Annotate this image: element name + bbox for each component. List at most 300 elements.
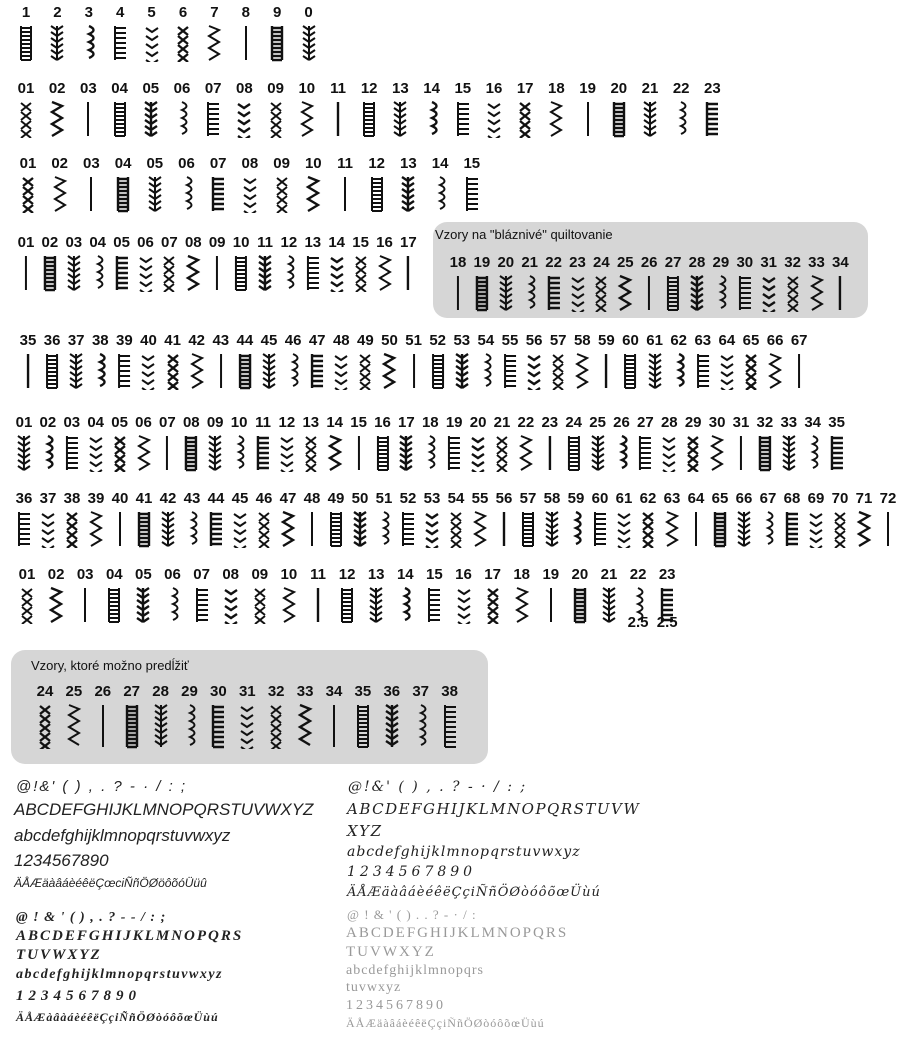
row-r6-stitch-icon	[540, 434, 560, 477]
extendable-stitch-icon	[235, 703, 259, 754]
row-r5-number: 66	[766, 332, 784, 349]
crazy-quilt-number: 20	[497, 254, 515, 271]
row-r8-number: 10	[280, 566, 298, 583]
row-r5-stitch-icon	[789, 352, 809, 395]
row-r7-number: 61	[615, 490, 633, 507]
row-r5-number: 40	[140, 332, 157, 349]
row-r6-stitch-icon	[707, 434, 727, 477]
row-r6-stitch-icon	[38, 434, 58, 477]
row-r2-number: 05	[142, 80, 160, 97]
row-r6-number: 25	[589, 414, 606, 431]
row-r3-stitch-icon	[396, 175, 420, 218]
row-r6-number: 18	[421, 414, 439, 431]
crazy-quilt-stitch-icon	[663, 274, 683, 317]
row-r5-stitch-icon	[572, 352, 592, 395]
row-r6-stitch-icon	[396, 434, 416, 477]
row-r3-number: 02	[51, 155, 69, 172]
row-r8-stitch-icon	[481, 586, 505, 629]
row-r6-stitch-icon	[564, 434, 584, 477]
row-r1-number: 1	[21, 4, 31, 21]
crazy-quilt-stitch-icon	[496, 274, 516, 317]
row-r8-number: 15	[426, 566, 443, 583]
crazy-quilt-stitch-icon	[759, 274, 779, 317]
extendable-stitch-icon	[120, 703, 144, 754]
extendable-stitch-icon	[409, 703, 433, 754]
row-r6-number: 16	[374, 414, 391, 431]
script1-upper2: XYZ	[347, 822, 383, 840]
row-r2-stitch-icon	[669, 100, 693, 143]
crazy-quilt-number: 22	[545, 254, 562, 271]
row-r6-stitch-icon	[229, 434, 249, 477]
script2-upper2: TUVWXYZ	[16, 947, 102, 963]
row-r7-number: 43	[183, 490, 201, 507]
row-r7-stitch-icon	[110, 510, 130, 553]
row-r5-stitch-icon	[500, 352, 520, 395]
row-r7-number: 49	[327, 490, 345, 507]
row-r7-number: 40	[111, 490, 129, 507]
outline-digits: 1234567890	[346, 998, 446, 1013]
row-r7-number: 39	[87, 490, 105, 507]
row-r5-stitch-icon	[548, 352, 568, 395]
row-r6-number: 32	[756, 414, 774, 431]
crazy-quilt-number: 33	[808, 254, 825, 271]
row-r1-number: 5	[147, 4, 156, 21]
crazy-quilt-stitch-icon	[568, 274, 588, 317]
row-r7-stitch-icon	[854, 510, 874, 553]
row-r2-stitch-icon	[295, 100, 319, 143]
row-r7-stitch-icon	[350, 510, 370, 553]
row-r8-stitch-icon	[452, 586, 476, 629]
row-r1-number: 7	[210, 4, 219, 21]
row-r2-stitch-icon	[232, 100, 256, 143]
row-r5-number: 42	[188, 332, 206, 349]
row-r8-number: 08	[222, 566, 240, 583]
crazy-quilt-number: 32	[784, 254, 801, 271]
row-r8-stitch-icon	[277, 586, 301, 629]
row-r3-number: 10	[304, 155, 322, 172]
row-r6-stitch-icon	[301, 434, 321, 477]
row-r8-number: 02	[47, 566, 65, 583]
row-r8-number: 11	[310, 566, 326, 583]
script1-accents: ÄÅÆäàâáèéêëÇçiÑñÖØòóôõœÜùú	[347, 885, 601, 900]
row-r7-stitch-icon	[38, 510, 58, 553]
row-r2-stitch-icon	[170, 100, 194, 143]
row-r6-number: 31	[732, 414, 750, 431]
row-r6-stitch-icon	[110, 434, 130, 477]
block-upper: ABCDEFGHIJKLMNOPQRSTUVWXYZ	[14, 800, 314, 819]
row-r6-number: 30	[708, 414, 726, 431]
row-r7-number: 54	[447, 490, 465, 507]
row-r6-number: 08	[182, 414, 200, 431]
row-r8-number: 13	[367, 566, 385, 583]
row-r7-number: 70	[831, 490, 849, 507]
row-r3-number: 13	[400, 155, 417, 172]
crazy-quilt-stitch-icon	[711, 274, 731, 317]
row-r1-stitch-icon	[140, 24, 164, 67]
crazy-quilt-number: 27	[664, 254, 682, 271]
row-r6-stitch-icon	[14, 434, 34, 477]
row-r6-stitch-icon	[62, 434, 82, 477]
row-r6-number: 12	[278, 414, 296, 431]
row-r7-stitch-icon	[206, 510, 226, 553]
row-r4-stitch-icon	[159, 254, 179, 297]
row-r5-stitch-icon	[66, 352, 86, 395]
row-r7-number: 64	[687, 490, 705, 507]
row-r3-stitch-icon	[79, 175, 103, 218]
row-r2-stitch-icon	[700, 100, 724, 143]
crazy-quilt-stitch-icon	[830, 274, 850, 317]
row-r8-stitch-icon	[44, 586, 68, 629]
row-r6-number: 19	[445, 414, 463, 431]
row-r2-number: 18	[548, 80, 565, 97]
row-r6-stitch-icon	[492, 434, 512, 477]
row-r2-stitch-icon	[357, 100, 381, 143]
row-r6-number: 14	[326, 414, 344, 431]
row-r5-stitch-icon	[187, 352, 207, 395]
row-r6-stitch-icon	[373, 434, 393, 477]
row-r8-number: 01	[18, 566, 36, 583]
crazy-quilt-number: 29	[712, 254, 730, 271]
row-r5-number: 56	[525, 332, 543, 349]
row-r7-stitch-icon	[542, 510, 562, 553]
row-r6-number: 17	[398, 414, 415, 431]
crazy-quilt-number: 28	[688, 254, 706, 271]
row-r4-number: 08	[184, 234, 202, 251]
crazy-quilt-stitch-icon	[639, 274, 659, 317]
row-r6-number: 06	[135, 414, 152, 431]
row-r7-stitch-icon	[134, 510, 154, 553]
row-r4-number: 07	[161, 234, 178, 251]
row-r4-stitch-icon	[207, 254, 227, 297]
row-r5-stitch-icon	[163, 352, 183, 395]
row-r5-number: 48	[332, 332, 350, 349]
row-r6-stitch-icon	[659, 434, 679, 477]
row-r6-stitch-icon	[755, 434, 775, 477]
row-r3-stitch-icon	[238, 175, 262, 218]
extendable-stitch-icon	[33, 703, 57, 754]
extendable-stitch-icon	[149, 703, 173, 754]
row-r7-number: 42	[159, 490, 177, 507]
row-r3-number: 04	[114, 155, 132, 172]
row-r7-number: 37	[39, 490, 57, 507]
row-r5-number: 55	[501, 332, 519, 349]
row-r5-number: 41	[164, 332, 181, 349]
crazy-quilt-stitch-icon	[615, 274, 635, 317]
row-r4-number: 03	[65, 234, 83, 251]
row-r7-stitch-icon	[14, 510, 34, 553]
row-r3-number: 01	[19, 155, 37, 172]
row-r5-number: 52	[429, 332, 447, 349]
script1-symbols: @!&' ( ) , . ? - · / : ;	[348, 779, 528, 795]
outline-upper2: TUVWXYZ	[346, 944, 436, 960]
outline-accents: ÄÅÆäàâáèéêëÇçiÑñÖØòóôõœÜùú	[346, 1016, 545, 1030]
row-r8-number: 22	[629, 566, 647, 583]
row-r5-stitch-icon	[693, 352, 713, 395]
row-r5-stitch-icon	[452, 352, 472, 395]
row-r5-number: 45	[260, 332, 278, 349]
row-r5-stitch-icon	[717, 352, 737, 395]
row-r4-stitch-icon	[16, 254, 36, 297]
crazy-quilt-number: 34	[832, 254, 849, 271]
row-r6-number: 11	[255, 414, 271, 431]
crazy-quilt-stitch-icon	[591, 274, 611, 317]
row-r2-number: 13	[392, 80, 409, 97]
extendable-number: 36	[383, 683, 401, 700]
row-r5-stitch-icon	[18, 352, 38, 395]
crazy-quilt-number: 21	[521, 254, 539, 271]
row-r6-stitch-icon	[803, 434, 823, 477]
row-r6-stitch-icon	[827, 434, 847, 477]
row-r8-number: 21	[600, 566, 618, 583]
row-r6-stitch-icon	[588, 434, 608, 477]
row-r6-number: 33	[780, 414, 798, 431]
row-r5-stitch-icon	[283, 352, 303, 395]
row-r8-number: 14	[396, 566, 414, 583]
row-r6-number: 07	[159, 414, 176, 431]
row-r3-stitch-icon	[301, 175, 325, 218]
row-r5-number: 38	[91, 332, 109, 349]
row-r8-stitch-icon	[597, 586, 621, 629]
row-r1-number: 9	[273, 4, 282, 21]
row-r6-stitch-icon	[253, 434, 273, 477]
row-r2-number: 10	[298, 80, 316, 97]
row-r7-stitch-icon	[806, 510, 826, 553]
row-r8-number: 17	[484, 566, 501, 583]
row-r7-stitch-icon	[734, 510, 754, 553]
row-r5-stitch-icon	[404, 352, 424, 395]
row-r2-stitch-icon	[638, 100, 662, 143]
row-r8-stitch-icon	[568, 586, 592, 629]
row-r4-number: 14	[328, 234, 346, 251]
row-r5-number: 62	[670, 332, 688, 349]
row-r5-number: 36	[43, 332, 61, 349]
row-r2-number: 16	[485, 80, 503, 97]
crazy-quilt-stitch-icon	[783, 274, 803, 317]
row-r5-number: 63	[694, 332, 712, 349]
row-r7-stitch-icon	[494, 510, 514, 553]
crazy-quilt-stitch-icon	[687, 274, 707, 317]
row-r8-number: 19	[542, 566, 560, 583]
row-r4-stitch-icon	[112, 254, 132, 297]
row-r2-stitch-icon	[576, 100, 600, 143]
row-r1-number: 3	[84, 4, 93, 21]
row-r3-stitch-icon	[428, 175, 452, 218]
row-r3-stitch-icon	[143, 175, 167, 218]
row-r6-number: 21	[493, 414, 511, 431]
row-r7-number: 63	[663, 490, 681, 507]
row-r5-number: 39	[116, 332, 133, 349]
row-r2-number: 21	[641, 80, 659, 97]
crazy-quilt-stitch-icon	[544, 274, 564, 317]
row-r8-stitch-icon	[15, 586, 39, 629]
row-r6-number: 10	[230, 414, 248, 431]
row-r2-number: 23	[704, 80, 721, 97]
row-r3-number: 14	[431, 155, 449, 172]
stitch-width-label: 2.5	[627, 614, 649, 631]
row-r2-stitch-icon	[482, 100, 506, 143]
script1-digits: 1234567890	[347, 864, 477, 880]
row-r8-number: 06	[164, 566, 181, 583]
row-r8-number: 09	[251, 566, 269, 583]
row-r2-stitch-icon	[76, 100, 100, 143]
row-r5-number: 67	[790, 332, 808, 349]
extendable-title: Vzory, ktoré možno predĺžiť	[31, 658, 189, 673]
row-r2-stitch-icon	[388, 100, 412, 143]
row-r7-number: 60	[591, 490, 609, 507]
row-r4-stitch-icon	[40, 254, 60, 297]
extendable-number: 25	[65, 683, 83, 700]
extendable-number: 31	[238, 683, 256, 700]
row-r3-number: 09	[273, 155, 290, 172]
row-r7-number: 59	[567, 490, 585, 507]
row-r4-stitch-icon	[303, 254, 323, 297]
extendable-stitch-icon	[293, 703, 317, 754]
row-r6-stitch-icon	[516, 434, 536, 477]
extendable-stitch-icon	[322, 703, 346, 754]
row-r6-number: 04	[87, 414, 105, 431]
row-r4-number: 02	[41, 234, 59, 251]
row-r6-number: 29	[684, 414, 702, 431]
row-r7-stitch-icon	[782, 510, 802, 553]
row-r8-number: 07	[193, 566, 210, 583]
row-r3-stitch-icon	[333, 175, 357, 218]
extendable-number: 38	[441, 683, 458, 700]
row-r7-stitch-icon	[470, 510, 490, 553]
row-r5-number: 65	[742, 332, 760, 349]
row-r6-number: 24	[565, 414, 583, 431]
row-r7-number: 52	[399, 490, 417, 507]
outline-lower2: tuvwxyz	[346, 980, 402, 995]
row-r3-number: 07	[209, 155, 227, 172]
row-r3-stitch-icon	[206, 175, 230, 218]
row-r7-stitch-icon	[302, 510, 322, 553]
block-symbols: @!&' ( ) , . ? - · / : ;	[16, 778, 188, 795]
row-r7-number: 50	[351, 490, 369, 507]
row-r7-stitch-icon	[182, 510, 202, 553]
row-r4-stitch-icon	[327, 254, 347, 297]
row-r2-number: 11	[330, 80, 346, 97]
row-r1-stitch-icon	[45, 24, 69, 67]
row-r7-number: 57	[519, 490, 537, 507]
row-r5-stitch-icon	[90, 352, 110, 395]
row-r2-stitch-icon	[45, 100, 69, 143]
row-r5-stitch-icon	[765, 352, 785, 395]
row-r5-stitch-icon	[259, 352, 279, 395]
row-r8-stitch-icon	[422, 586, 446, 629]
row-r6-stitch-icon	[134, 434, 154, 477]
row-r8-stitch-icon	[73, 586, 97, 629]
crazy-quilt-number: 24	[593, 254, 610, 271]
row-r2-number: 07	[204, 80, 222, 97]
row-r7-stitch-icon	[326, 510, 346, 553]
row-r7-number: 55	[471, 490, 489, 507]
row-r2-number: 17	[516, 80, 534, 97]
row-r1-number: 6	[178, 4, 188, 21]
extendable-stitch-icon	[62, 703, 86, 754]
script1-lower: abcdefghijklmnopqrstuvwxyz	[347, 844, 581, 860]
row-r8-number: 12	[338, 566, 356, 583]
row-r4-number: 09	[208, 234, 226, 251]
extendable-stitch-icon	[380, 703, 404, 754]
row-r8-stitch-icon	[335, 586, 359, 629]
row-r5-stitch-icon	[524, 352, 544, 395]
row-r3-number: 11	[337, 155, 353, 172]
row-r7-number: 56	[495, 490, 513, 507]
row-r6-number: 09	[206, 414, 224, 431]
row-r8-stitch-icon	[364, 586, 388, 629]
row-r7-stitch-icon	[518, 510, 538, 553]
extendable-stitch-icon	[351, 703, 375, 754]
row-r4-number: 15	[352, 234, 369, 251]
row-r3-stitch-icon	[365, 175, 389, 218]
row-r5-number: 35	[19, 332, 37, 349]
row-r8-stitch-icon	[102, 586, 126, 629]
row-r5-number: 51	[405, 332, 422, 349]
row-r6-stitch-icon	[420, 434, 440, 477]
row-r5-stitch-icon	[428, 352, 448, 395]
row-r4-number: 11	[257, 234, 273, 251]
row-r7-stitch-icon	[446, 510, 466, 553]
row-r7-stitch-icon	[158, 510, 178, 553]
row-r2-number: 09	[267, 80, 284, 97]
extendable-number: 32	[267, 683, 285, 700]
row-r8-stitch-icon	[539, 586, 563, 629]
row-r6-number: 34	[804, 414, 822, 431]
row-r6-stitch-icon	[612, 434, 632, 477]
row-r4-number: 06	[137, 234, 154, 251]
row-r4-stitch-icon	[255, 254, 275, 297]
row-r6-number: 28	[660, 414, 678, 431]
row-r1-stitch-icon	[297, 24, 321, 67]
extendable-number: 33	[296, 683, 314, 700]
row-r6-stitch-icon	[468, 434, 488, 477]
row-r2-number: 19	[579, 80, 596, 97]
crazy-quilt-stitch-icon	[807, 274, 827, 317]
extendable-number: 28	[152, 683, 169, 700]
row-r2-number: 20	[610, 80, 628, 97]
row-r4-stitch-icon	[279, 254, 299, 297]
row-r6-stitch-icon	[86, 434, 106, 477]
row-r2-number: 15	[454, 80, 472, 97]
crazy-quilt-number: 19	[473, 254, 491, 271]
row-r6-stitch-icon	[683, 434, 703, 477]
row-r7-number: 47	[279, 490, 297, 507]
row-r6-number: 03	[63, 414, 81, 431]
row-r2-number: 02	[48, 80, 66, 97]
row-r5-number: 37	[67, 332, 85, 349]
crazy-quilt-stitch-icon	[520, 274, 540, 317]
row-r2-stitch-icon	[108, 100, 132, 143]
row-r1-stitch-icon	[202, 24, 226, 67]
row-r8-stitch-icon	[131, 586, 155, 629]
row-r2-number: 22	[672, 80, 690, 97]
row-r2-number: 01	[17, 80, 35, 97]
row-r7-number: 45	[231, 490, 249, 507]
row-r1-stitch-icon	[108, 24, 132, 67]
extendable-stitch-icon	[264, 703, 288, 754]
row-r2-stitch-icon	[451, 100, 475, 143]
row-r5-number: 61	[646, 332, 663, 349]
row-r5-number: 43	[212, 332, 230, 349]
script2-lower: abcdefghijklmnopqrstuvwxyz	[16, 967, 224, 982]
row-r7-number: 62	[639, 490, 657, 507]
row-r5-number: 57	[549, 332, 567, 349]
crazy-quilt-number: 31	[760, 254, 778, 271]
row-r5-stitch-icon	[620, 352, 640, 395]
row-r4-stitch-icon	[183, 254, 203, 297]
row-r5-number: 58	[573, 332, 591, 349]
row-r6-stitch-icon	[635, 434, 655, 477]
